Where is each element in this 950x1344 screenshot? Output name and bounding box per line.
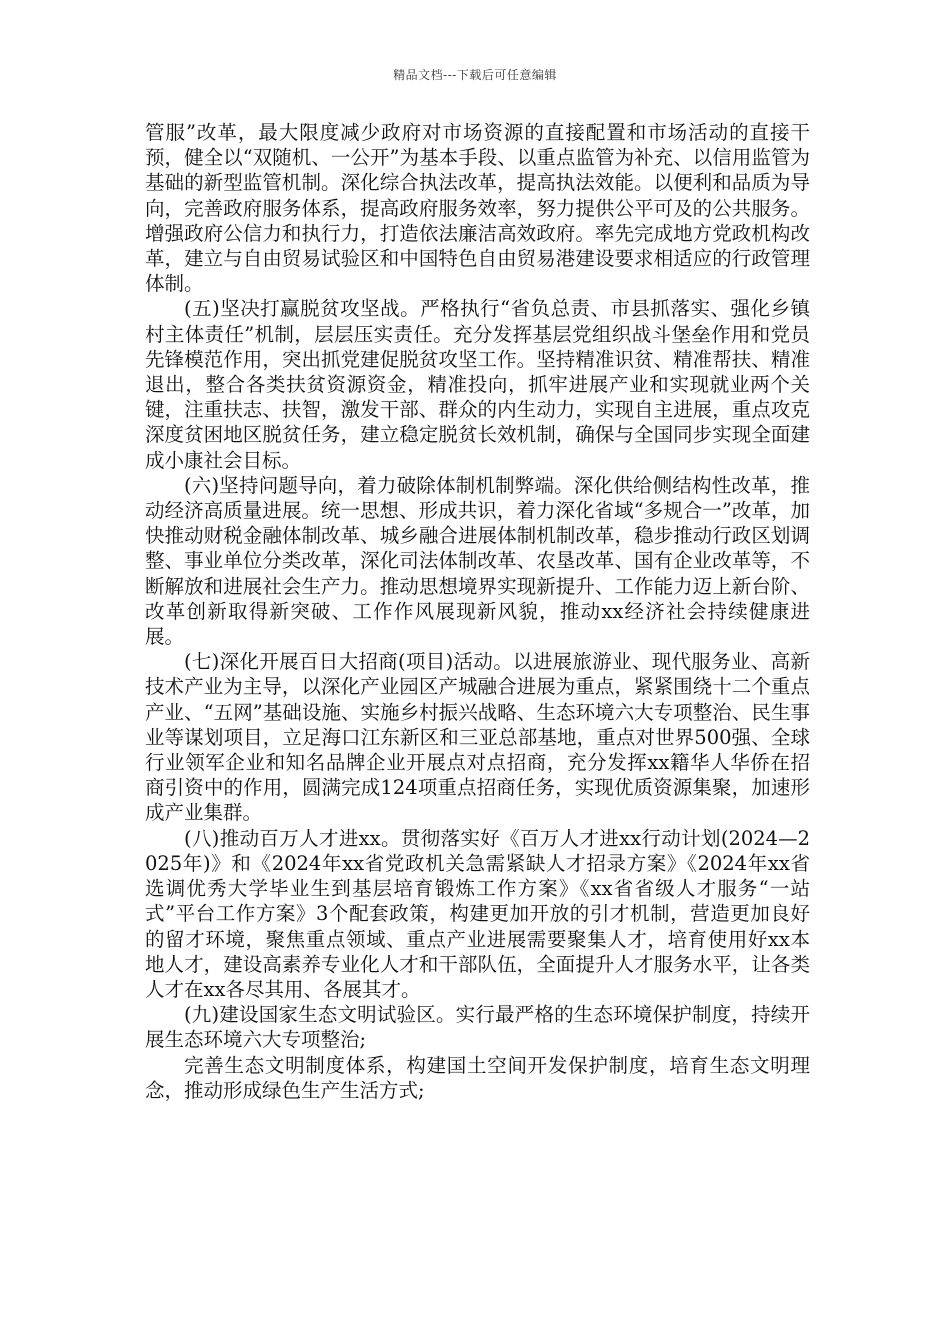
paragraph-section-9-continued: 完善生态文明制度体系，构建国土空间开发保护制度，培育生态文明理念，推动形成绿色生产生活方式; [145,1053,810,1102]
paragraph-intro: 管服”改革，最大限度减少政府对市场资源的直接配置和市场活动的直接干预，健全以“双随机、一公开”为基本手段、以重点监管为补充、以信用监管为基础的新型监管机制。深化综合执法改革，提高执法效能。以便利和品质为导向，完善政府服务体系，提高政府服务效率，努力提供公平可及的公共服务。增强政府公信力和执行力，打造依法廉洁高效政府。率先完成地方党政机构改革，建立与自由贸易试验区和中国特色自由贸易港建设要求相适应的行政管理体制。 [145,121,810,296]
paragraph-section-7: (七)深化开展百日大招商(项目)活动。以进展旅游业、现代服务业、高新技术产业为主导，以深化产业园区产城融合进展为重点，紧紧围绕十二个重点产业、“五网”基础设施、实施乡村振兴战略、生态环境六大专项整治、民生事业等谋划项目，立足海口江东新区和三亚总部基地，重点对世界500强、全球行业领军企业和知名品牌企业开展点对点招商，充分发挥xx籍华人华侨在招商引资中的作用，圆满完成124项重点招商任务，实现优质资源集聚，加速形成产业集群。 [145,650,810,825]
paragraph-section-5: (五)坚决打赢脱贫攻坚战。严格执行“省负总责、市县抓落实、强化乡镇村主体责任”机制，层层压实责任。充分发挥基层党组织战斗堡垒作用和党员先锋模范作用，突出抓党建促脱贫攻坚工作。坚持精准识贫、精准帮扶、精准退出，整合各类扶贫资源资金，精准投向，抓牢进展产业和实现就业两个关键，注重扶志、扶智，激发干部、群众的内生动力，实现自主进展，重点攻克深度贫困地区脱贫任务，建立稳定脱贫长效机制，确保与全国同步实现全面建成小康社会目标。 [145,297,810,472]
paragraph-section-6: (六)坚持问题导向，着力破除体制机制弊端。深化供给侧结构性改革，推动经济高质量进展。统一思想、形成共识，着力深化省域“多规合一”改革，加快推动财税金融体制改革、城乡融合进展体制机制改革，稳步推动行政区划调整、事业单位分类改革，深化司法体制改革、农垦改革、国有企业改革等，不断解放和进展社会生产力。推动思想境界实现新提升、工作能力迈上新台阶、改革创新取得新突破、工作作风展现新风貌，推动xx经济社会持续健康进展。 [145,473,810,649]
page-header: 精品文档---下载后可任意编辑 [393,68,557,82]
document-body [145,120,810,1103]
paragraph-section-8: (八)推动百万人才进xx。贯彻落实好《百万人才进xx行动计划(2024—2025年)》和《2024年xx省党政机关急需紧缺人才招录方案》《2024年xx省选调优秀大学毕业生到基层培育锻炼工作方案》《xx省省级人才服务“一站式”平台工作方案》3个配套政策，构建更加开放的引才机制，营造更加良好的留才环境，聚焦重点领域、重点产业进展需要聚集人才，培育使用好xx本地人才，建设高素养专业化人才和干部队伍，全面提升人才服务水平，让各类人才在xx各尽其用、各展其才。 [145,826,810,1001]
paragraph-section-9: (九)建设国家生态文明试验区。实行最严格的生态环境保护制度，持续开展生态环境六大专项整治; [145,1003,810,1052]
